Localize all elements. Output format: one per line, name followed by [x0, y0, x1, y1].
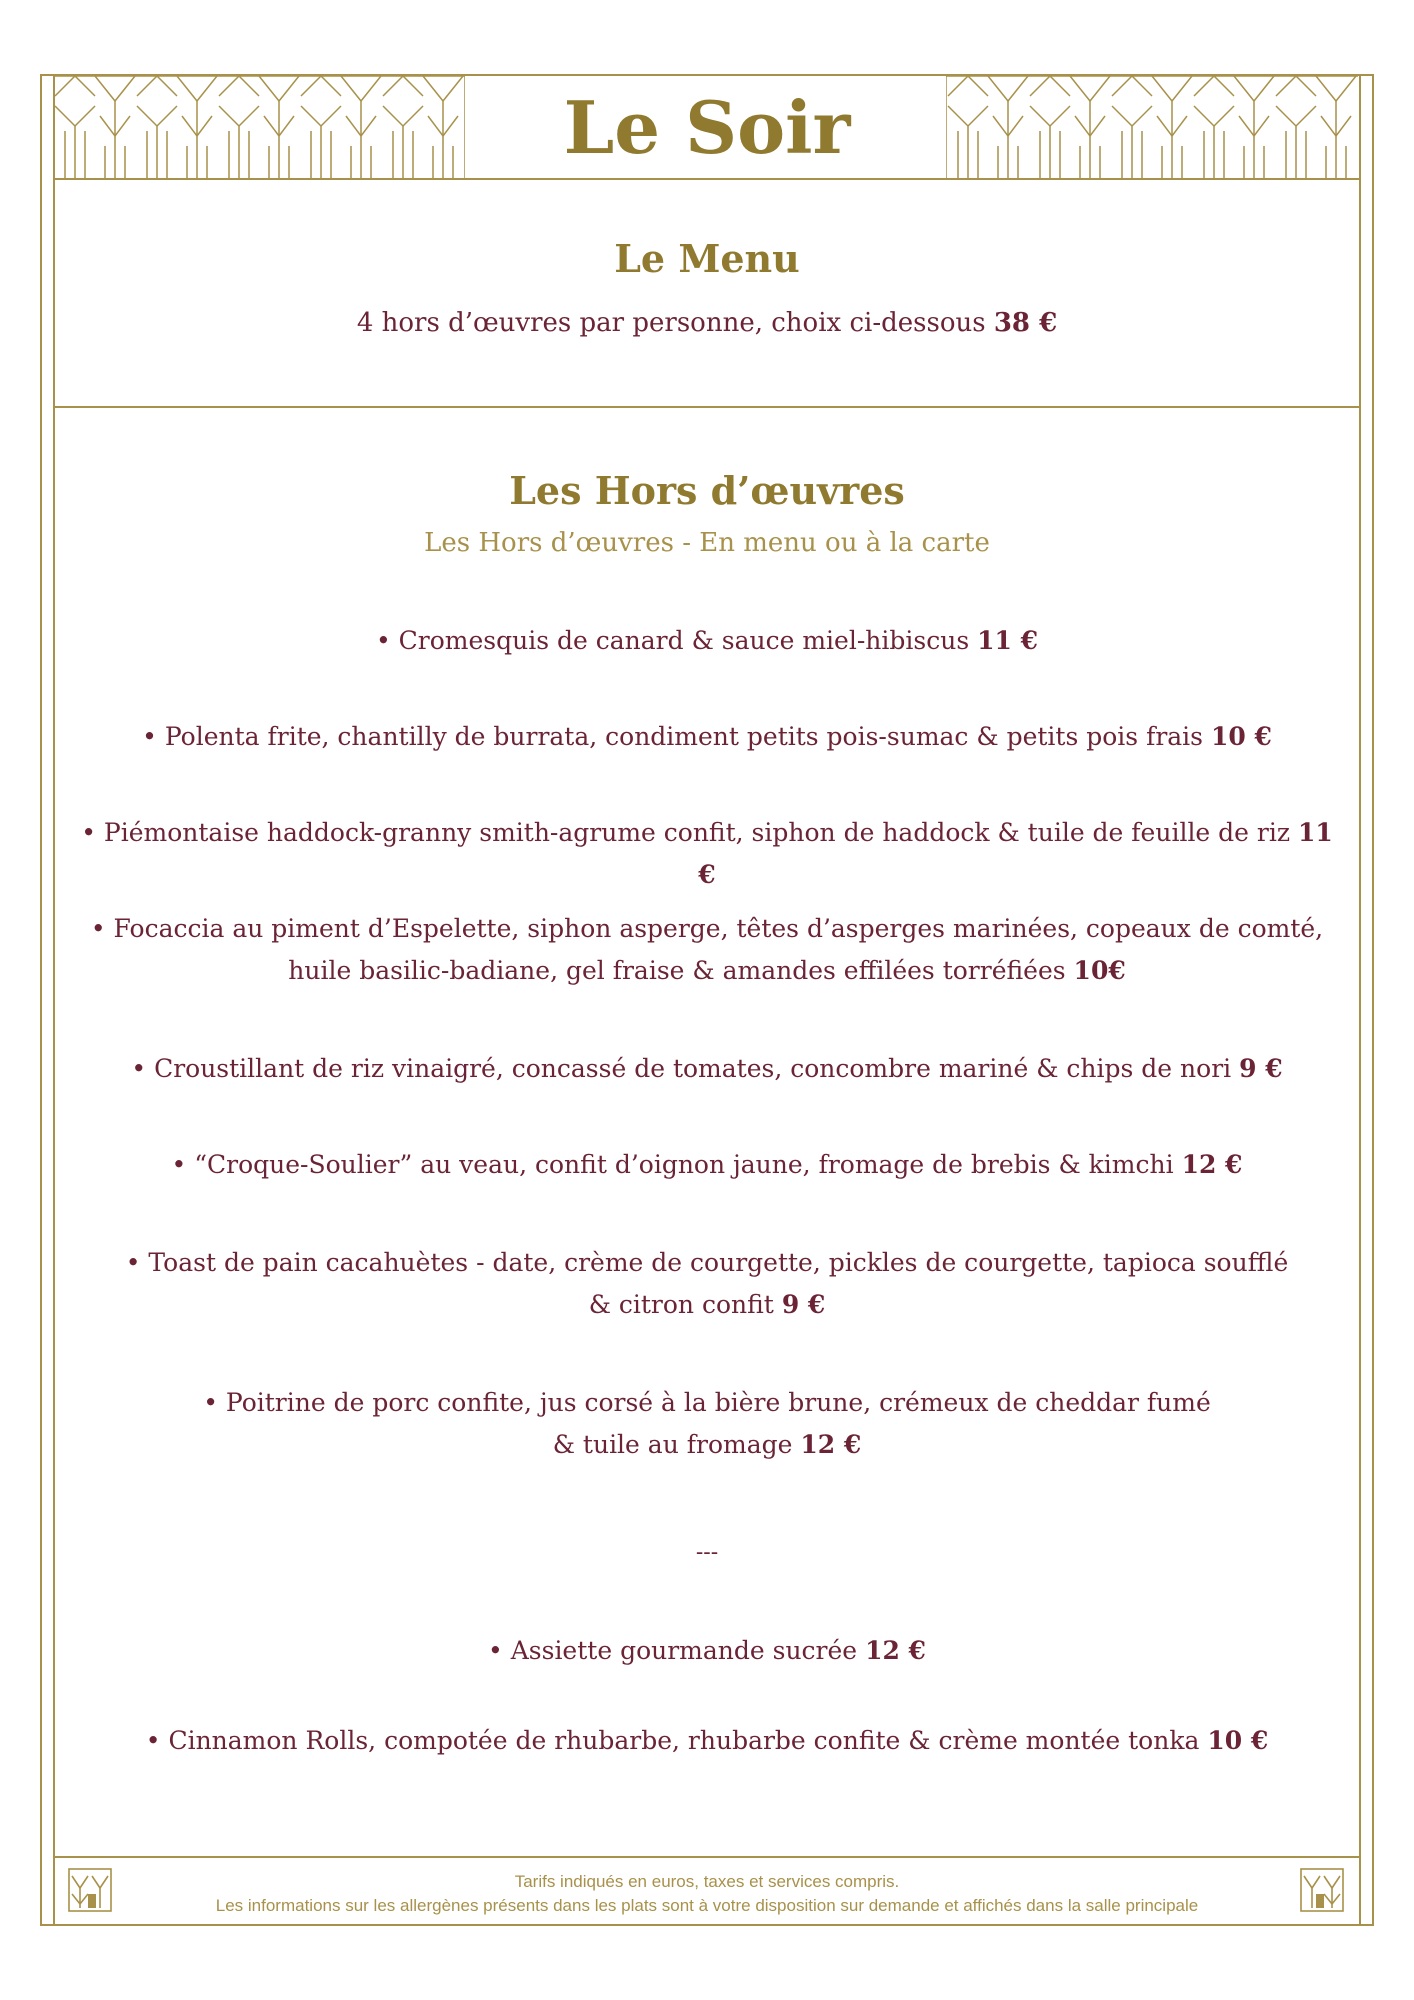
list-item: [70, 908, 1344, 992]
dish-description: • Focaccia au piment d’Espelette, siphon asperge, têtes d’asperges marinées, copeaux de comté,: [90, 914, 1324, 943]
dish-description: • Croustillant de riz vinaigré, concassé de tomates, concombre mariné & chips de nori: [131, 1054, 1232, 1083]
dish-description: • Piémontaise haddock-granny smith-agrume confit, siphon de haddock & tuile de feuille de riz: [81, 818, 1291, 847]
dish-price: 9 €: [781, 1290, 826, 1319]
dish-description-continued: huile basilic-badiane, gel fraise & amandes effilées torréfiées: [288, 956, 1066, 985]
list-item: [70, 1720, 1344, 1762]
list-item: [70, 716, 1344, 758]
list-item: [70, 620, 1344, 662]
dish-price: 10€: [1073, 956, 1126, 985]
menu-description-text: 4 hors d’œuvres par personne, choix ci-dessous: [356, 308, 986, 338]
list-item: [70, 1144, 1344, 1186]
dish-price: 10 €: [1210, 722, 1272, 751]
list-item: [70, 812, 1344, 896]
dish-price: 12 €: [800, 1430, 862, 1459]
dish-price: 11 €: [977, 626, 1038, 655]
dish-price: 12 €: [1181, 1150, 1243, 1179]
restaurant-logo-right: [1300, 1868, 1344, 1912]
dish-price: 9 €: [1239, 1054, 1283, 1083]
dish-description-continued: & tuile au fromage: [552, 1430, 793, 1459]
menu-heading: Le Menu: [614, 236, 800, 281]
dish-description: • Assiette gourmande sucrée: [488, 1636, 858, 1665]
dish-description: • Toast de pain cacahuètes - date, crème de courgette, pickles de courgette, tapioca soufflé: [125, 1248, 1289, 1277]
list-item: [70, 1242, 1344, 1326]
art-deco-ornament-left: [55, 76, 465, 178]
header-divider: [53, 178, 1361, 180]
footer-allergen-note: Les informations sur les allergènes présents dans les plats sont à votre disposition sur demande et affichés dans la salle principale: [215, 1896, 1199, 1915]
footer-divider: [53, 1856, 1361, 1858]
menu-description: [0, 308, 1414, 338]
dish-description-continued: & citron confit: [588, 1290, 774, 1319]
dish-price: 12 €: [865, 1636, 926, 1665]
section-separator: ---: [695, 1540, 719, 1565]
dish-description: • Cromesquis de canard & sauce miel-hibiscus: [375, 626, 970, 655]
dish-description: • “Croque-Soulier” au veau, confit d’oignon jaune, fromage de brebis & kimchi: [171, 1150, 1174, 1179]
art-deco-ornament-right: [946, 76, 1358, 178]
dish-description: • Cinnamon Rolls, compotée de rhubarbe, rhubarbe confite & crème montée tonka: [145, 1726, 1200, 1755]
footer-pricing-note: Tarifs indiqués en euros, taxes et services compris.: [514, 1872, 900, 1891]
dish-price: 10 €: [1207, 1726, 1269, 1755]
list-item: [70, 1630, 1344, 1672]
list-item: [70, 1048, 1344, 1090]
menu-divider: [53, 406, 1361, 408]
dish-price: 11 €: [698, 818, 1333, 889]
restaurant-logo-left: [68, 1868, 112, 1912]
page-title: Le Soir: [563, 85, 851, 170]
hors-doeuvres-subheading: Les Hors d’œuvres - En menu ou à la carte: [424, 528, 990, 558]
menu-price: 38 €: [993, 308, 1058, 338]
dish-description: • Poitrine de porc confite, jus corsé à la bière brune, crémeux de cheddar fumé: [203, 1388, 1211, 1417]
list-item: [70, 1382, 1344, 1466]
hors-doeuvres-heading: Les Hors d’œuvres: [509, 468, 905, 513]
dish-description: • Polenta frite, chantilly de burrata, condiment petits pois-sumac & petits pois frais: [142, 722, 1203, 751]
